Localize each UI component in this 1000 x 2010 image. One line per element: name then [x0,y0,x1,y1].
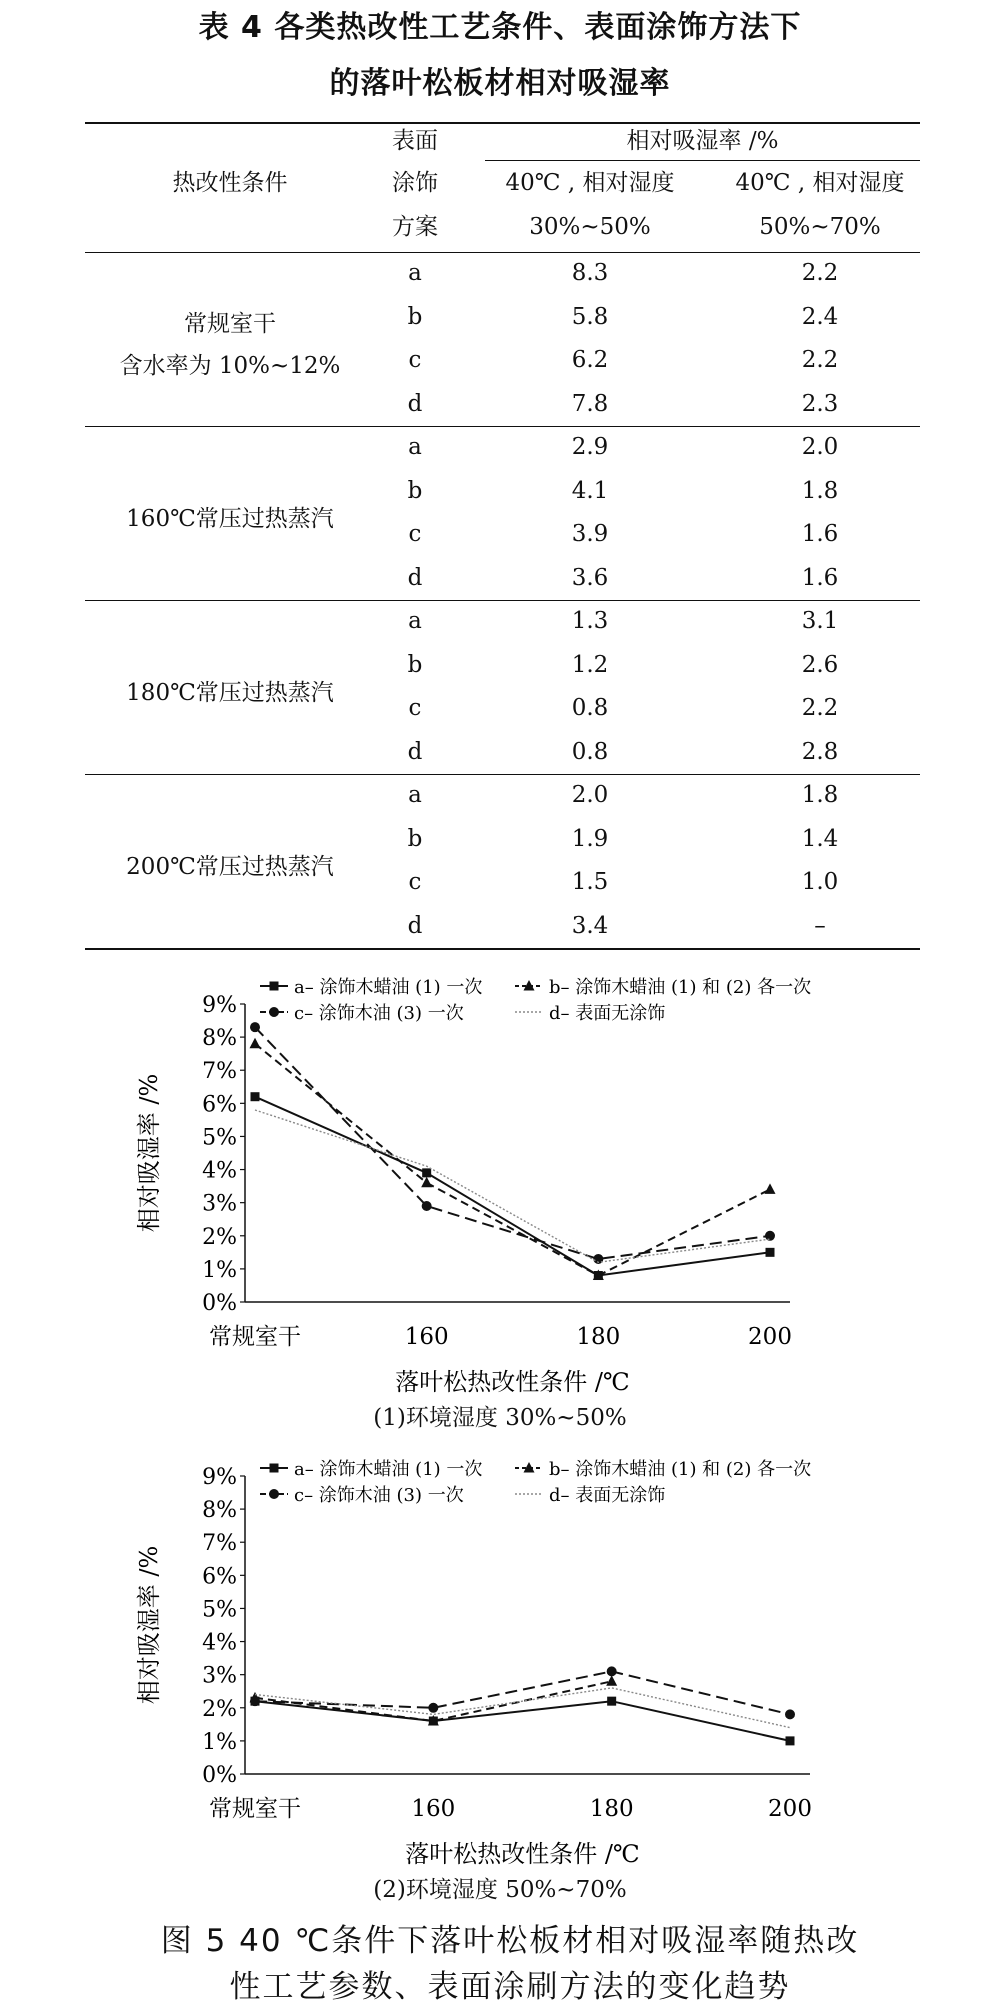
condition-label: 160℃常压过热蒸汽 [126,506,334,532]
header-coating-3: 方案 [392,214,438,240]
x-tick-label: 200 [768,1796,812,1822]
point-marker-circle [269,1489,279,1499]
table-group-divider [85,426,920,427]
legend-entry [515,1459,811,1480]
legend-entry [515,977,811,998]
coating-code: b [407,303,423,330]
coating-code: a [408,608,422,634]
coating-code: c [408,347,422,373]
coating-code: d [407,564,423,591]
rate-30-50: 0.8 [571,738,609,765]
y-tick-label: 3% [202,1191,237,1217]
point-marker-circle [422,1201,432,1211]
rate-50-70: 2.8 [801,738,839,765]
rate-30-50: 2.0 [571,782,609,808]
rate-30-50: 3.6 [571,564,609,591]
y-tick-label: 2% [202,1224,237,1250]
x-tick-label: 200 [748,1324,792,1350]
legend-label: d– 表面无涂饰 [549,1485,666,1506]
rate-50-70: 1.6 [801,564,839,591]
coating-code: a [408,260,422,286]
y-tick-label: 8% [202,1498,237,1524]
table-top-rule [85,122,920,124]
legend-label: b– 涂饰木蜡油 (1) 和 (2) 各一次 [549,977,812,998]
table-group-divider [85,600,920,601]
coating-code: b [407,651,423,678]
y-axis-label: 相对吸湿率 /% [135,1545,163,1705]
rate-30-50: 6.2 [571,347,609,373]
rate-50-70: 1.6 [801,521,839,547]
rate-50-70: 1.8 [801,477,839,504]
x-tick-label: 180 [576,1324,621,1350]
condition-label: 180℃常压过热蒸汽 [126,680,334,706]
y-tick-label: 6% [202,1564,237,1590]
condition-label: 含水率为 10%~12% [119,353,341,379]
x-tick-label: 160 [411,1796,456,1822]
legend-entry [515,1485,665,1506]
y-tick-label: 4% [202,1630,237,1656]
x-tick-label: 常规室干 [209,1796,301,1822]
series-a [251,1092,775,1280]
legend-label: b– 涂饰木蜡油 (1) 和 (2) 各一次 [549,1459,812,1480]
coating-code: d [407,390,423,417]
y-tick-label: 9% [202,993,237,1018]
legend-entry [260,1485,464,1506]
coating-code: b [407,825,423,852]
rate-50-70: 1.0 [801,869,839,895]
legend-entry [260,1459,482,1480]
figure-caption-line2: 性工艺参数、表面涂刷方法的变化趋势 [229,1969,791,2005]
rate-30-50: 3.4 [571,912,609,939]
table-group-rule [485,160,920,161]
y-tick-label: 9% [202,1465,237,1490]
point-marker-circle [269,1007,279,1017]
point-marker-triangle [250,1038,261,1049]
y-tick-label: 6% [202,1092,237,1118]
point-marker-square [270,1464,279,1473]
header-col1-line1: 40℃ , 相对湿度 [505,170,675,196]
series-b [250,1038,776,1280]
condition-label: 200℃常压过热蒸汽 [126,854,334,880]
coating-code: b [407,477,423,504]
series-d [255,1110,770,1262]
y-tick-label: 2% [202,1696,237,1722]
header-col1-line2: 30%~50% [529,214,651,240]
rate-50-70: 2.6 [801,651,839,678]
point-marker-square [422,1168,431,1177]
y-tick-label: 0% [202,1291,237,1316]
rate-50-70: 2.2 [801,260,839,286]
y-tick-label: 7% [202,1531,237,1557]
rate-50-70: 2.4 [801,303,839,330]
legend-entry [515,1003,665,1024]
y-tick-label: 4% [202,1158,237,1184]
y-tick-label: 5% [202,1597,237,1623]
x-tick-label: 160 [404,1324,449,1350]
chart1-caption: (1)环境湿度 30%~50% [373,1405,627,1431]
point-marker-square [766,1248,775,1257]
point-marker-square [786,1736,795,1745]
rate-50-70: 2.2 [801,695,839,721]
rate-50-70: 2.2 [801,347,839,373]
series-line [255,1044,770,1276]
chart-humidity-50-70 [0,1452,1000,1872]
table-group-divider [85,774,920,775]
point-marker-square [251,1092,260,1101]
coating-code: d [407,738,423,765]
condition-label: 常规室干 [184,311,276,337]
figure-caption-line1: 图 5 40 ℃条件下落叶松板材相对吸湿率随热改 [160,1923,860,1959]
rate-30-50: 4.1 [571,477,609,504]
coating-code: c [408,869,422,895]
rate-30-50: 8.3 [571,260,609,286]
table-title-line2: 的落叶松板材相对吸湿率 [329,66,671,101]
y-tick-label: 7% [202,1059,237,1085]
coating-code: c [408,695,422,721]
chart2-caption: (2)环境湿度 50%~70% [373,1877,627,1903]
rate-30-50: 5.8 [571,303,609,330]
point-marker-circle [428,1703,438,1713]
header-col2-line1: 40℃ , 相对湿度 [735,170,905,196]
legend-entry [260,1003,464,1024]
point-marker-triangle [765,1183,776,1194]
point-marker-circle [250,1022,260,1032]
point-marker-circle [250,1696,260,1706]
legend-label: d– 表面无涂饰 [549,1003,666,1024]
rate-50-70: 2.3 [801,390,839,417]
x-axis-label: 落叶松热改性条件 /℃ [405,1840,640,1868]
point-marker-square [270,982,279,991]
coating-code: c [408,521,422,547]
rate-50-70: – [814,912,826,939]
legend-label: a– 涂饰木蜡油 (1) 一次 [294,977,483,998]
y-tick-label: 0% [202,1763,237,1788]
legend-label: c– 涂饰木油 (3) 一次 [294,1485,464,1506]
series-c [250,1022,775,1264]
rate-50-70: 3.1 [801,608,839,634]
header-condition: 热改性条件 [172,170,288,196]
x-tick-label: 常规室干 [209,1324,301,1350]
legend-entry [260,977,482,998]
x-axis-label: 落叶松热改性条件 /℃ [395,1368,630,1396]
series-line [255,1097,770,1276]
table-title-line1: 表 4 各类热改性工艺条件、表面涂饰方法下 [198,10,802,45]
coating-code: d [407,912,423,939]
y-tick-label: 1% [202,1257,237,1283]
rate-30-50: 1.5 [571,869,609,895]
y-tick-label: 1% [202,1729,237,1755]
rate-30-50: 1.2 [571,651,609,678]
coating-code: a [408,782,422,808]
rate-50-70: 2.0 [801,434,839,460]
header-group: 相对吸湿率 /% [626,128,779,154]
table-header-rule [85,252,920,253]
series-line [255,1110,770,1262]
y-tick-label: 5% [202,1125,237,1151]
header-coating-1: 表面 [392,128,438,154]
point-marker-circle [765,1231,775,1241]
rate-30-50: 3.9 [571,521,609,547]
point-marker-circle [607,1666,617,1676]
point-marker-circle [785,1709,795,1719]
legend-label: a– 涂饰木蜡油 (1) 一次 [294,1459,483,1480]
y-axis-label: 相对吸湿率 /% [135,1073,163,1233]
table-bottom-rule [85,948,920,950]
y-tick-label: 8% [202,1026,237,1052]
series-line [255,1701,790,1741]
rate-30-50: 1.3 [571,608,609,634]
rate-50-70: 1.8 [801,782,839,808]
header-coating-2: 涂饰 [392,170,438,196]
rate-30-50: 1.9 [571,825,609,852]
rate-30-50: 2.9 [571,434,609,460]
header-col2-line2: 50%~70% [759,214,881,240]
point-marker-triangle [606,1675,617,1686]
rate-30-50: 0.8 [571,695,609,721]
y-tick-label: 3% [202,1663,237,1689]
chart-humidity-30-50 [0,968,1000,1406]
rate-50-70: 1.4 [801,825,839,852]
rate-30-50: 7.8 [571,390,609,417]
x-tick-label: 180 [589,1796,634,1822]
point-marker-square [607,1697,616,1706]
coating-code: a [408,434,422,460]
legend-label: c– 涂饰木油 (3) 一次 [294,1003,464,1024]
